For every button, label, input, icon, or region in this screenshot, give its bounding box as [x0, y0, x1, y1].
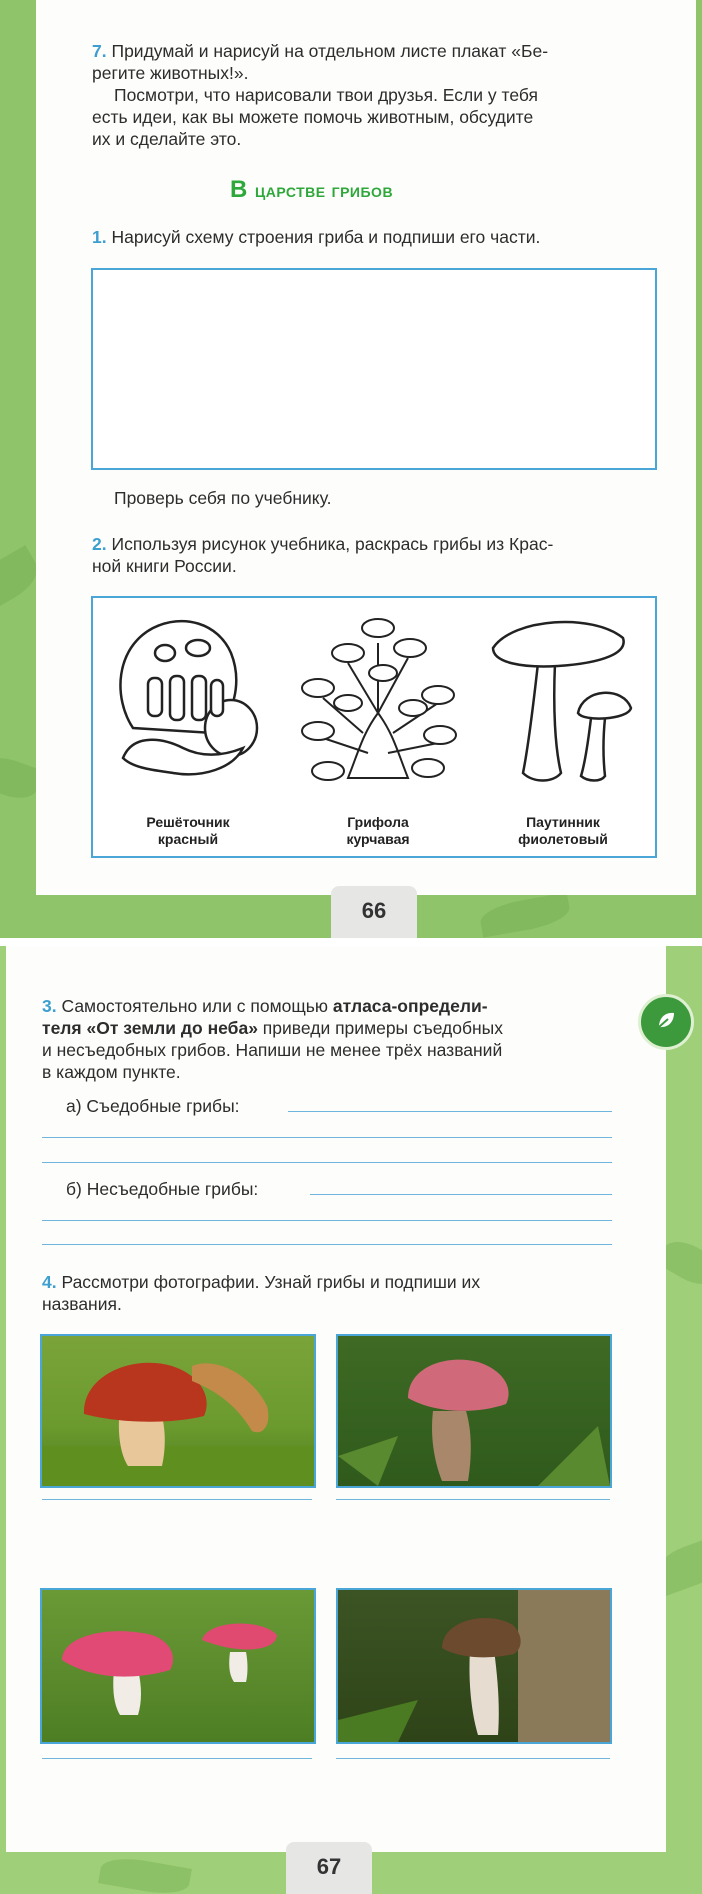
- task7-line2: регите животных!».: [92, 63, 249, 83]
- task3-line1: 3. Самостоятельно или с помощью атласа-определи-: [42, 996, 488, 1016]
- page-sheet: [36, 0, 696, 895]
- mushroom-photo-3[interactable]: [40, 1588, 316, 1744]
- task4-line2: названия.: [42, 1294, 122, 1314]
- grifola-mushroom-icon[interactable]: [288, 603, 468, 793]
- task3-line2: теля «От земли до неба» приведи примеры съедобных: [42, 1018, 503, 1038]
- cortinarius-mushroom-icon[interactable]: [483, 608, 653, 788]
- mushroom-photo-1[interactable]: [40, 1334, 316, 1488]
- task3-line4: в каждом пункте.: [42, 1062, 181, 1082]
- lattice-mushroom-icon[interactable]: [103, 608, 283, 788]
- answer-line[interactable]: [288, 1111, 612, 1112]
- page-number: 67: [286, 1842, 372, 1894]
- page-66: [0, 0, 702, 938]
- mushroom-caption-2: Грифола курчавая: [346, 814, 410, 847]
- page-sheet: [6, 946, 666, 1852]
- answer-line[interactable]: [42, 1220, 612, 1221]
- task7-line3: Посмотри, что нарисовали твои друзья. Если у тебя: [114, 85, 538, 105]
- answer-line[interactable]: [42, 1244, 612, 1245]
- task3-line3: и несъедобных грибов. Напиши не менее трёх названий: [42, 1040, 503, 1060]
- photo-answer-line[interactable]: [336, 1758, 610, 1759]
- photo-answer-line[interactable]: [42, 1758, 312, 1759]
- coloring-frame[interactable]: [91, 596, 657, 858]
- page-number: 66: [331, 886, 417, 938]
- mushroom-caption-1: Решёточник красный: [146, 814, 230, 847]
- drawing-area[interactable]: [91, 268, 657, 470]
- answer-line[interactable]: [310, 1194, 612, 1195]
- answer-line[interactable]: [42, 1162, 612, 1163]
- section-tab-icon[interactable]: [638, 994, 694, 1050]
- section-title: В царстве грибов: [230, 176, 394, 203]
- task7-line1: 7. Придумай и нарисуй на отдельном листе плакат «Бе-: [92, 41, 549, 61]
- task1-text: 1. Нарисуй схему строения гриба и подпиши его части.: [92, 227, 541, 247]
- page-67: [0, 946, 702, 1894]
- answer-line[interactable]: [42, 1137, 612, 1138]
- edible-label: а) Съедобные грибы:: [66, 1096, 240, 1116]
- photo-answer-line[interactable]: [42, 1499, 312, 1500]
- photo-answer-line[interactable]: [336, 1499, 610, 1500]
- check-textbook: Проверь себя по учебнику.: [114, 488, 332, 508]
- page-divider: [0, 938, 702, 946]
- task7-line4: есть идеи, как вы можете помочь животным, обсудите: [92, 107, 534, 127]
- task2-line1: 2. Используя рисунок учебника, раскрась грибы из Крас-: [92, 534, 554, 554]
- mushroom-photo-2[interactable]: [336, 1334, 612, 1488]
- task2-line2: ной книги России.: [92, 556, 237, 576]
- mushroom-photo-4[interactable]: [336, 1588, 612, 1744]
- task7-line5: их и сделайте это.: [92, 129, 242, 149]
- task4-line1: 4. Рассмотри фотографии. Узнай грибы и подпиши их: [42, 1272, 481, 1292]
- inedible-label: б) Несъедобные грибы:: [66, 1179, 259, 1199]
- mushroom-caption-3: Паутинник фиолетовый: [518, 814, 608, 847]
